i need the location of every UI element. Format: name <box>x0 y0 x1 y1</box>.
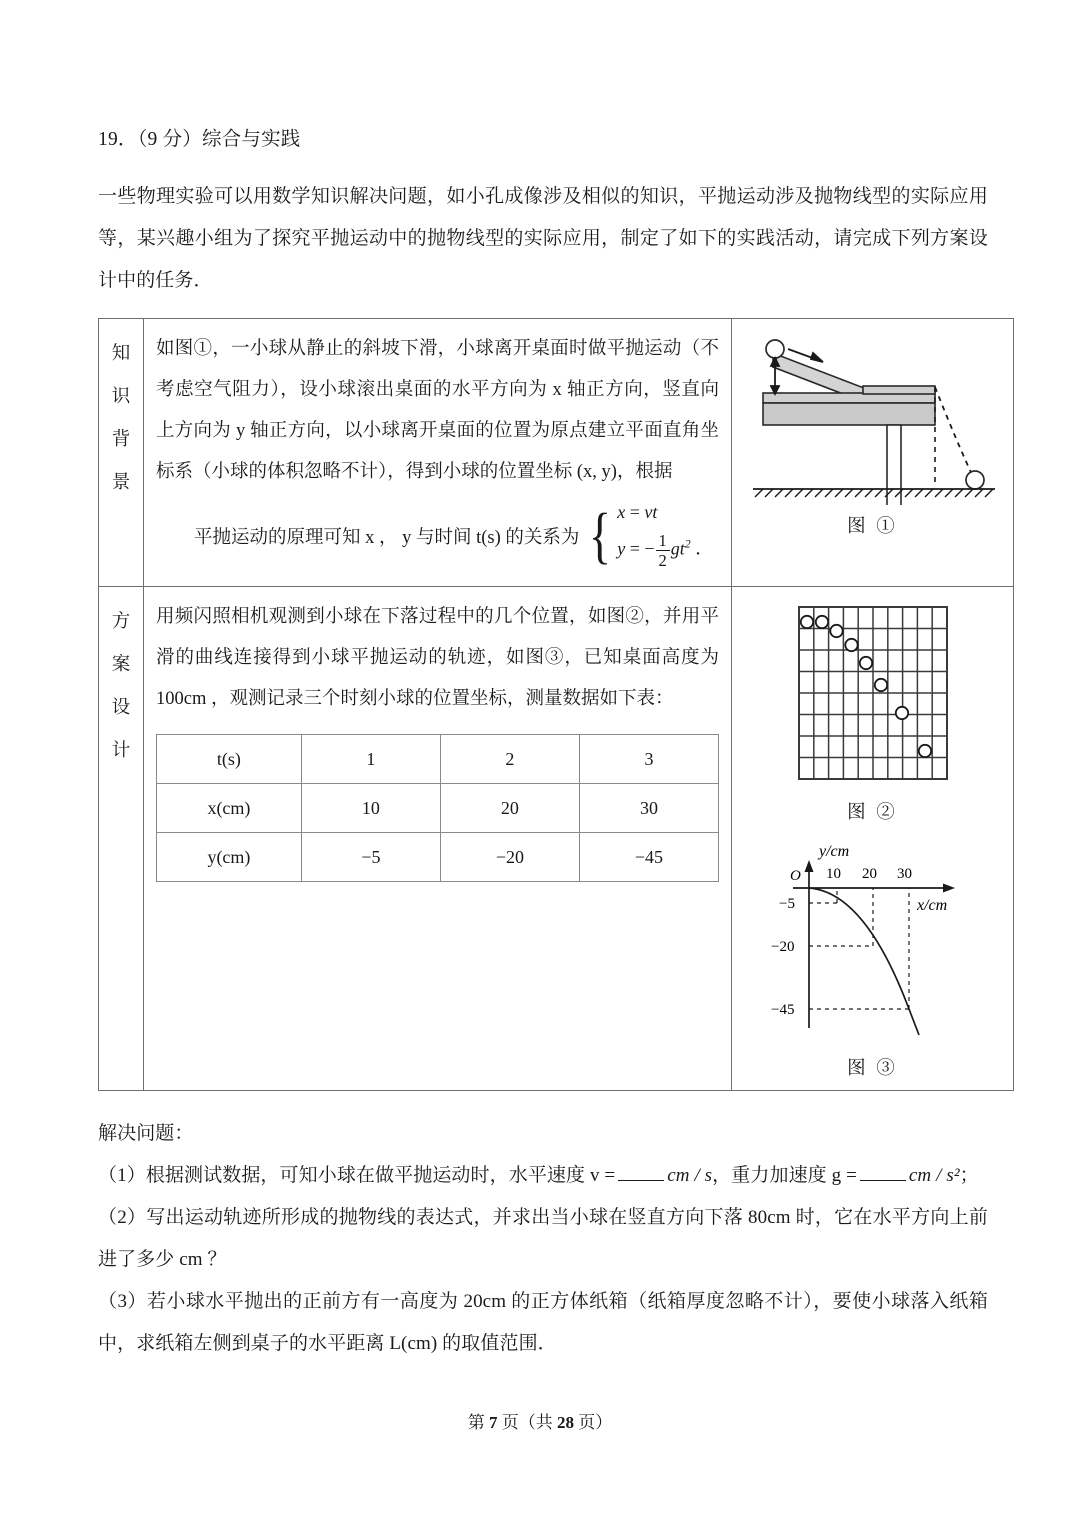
footer-middle: 页（共 <box>497 1413 557 1432</box>
strobe-ball <box>830 625 842 637</box>
row-label-plan <box>99 587 144 1091</box>
question-2-text: 写出运动轨迹所形成的抛物线的表达式，并求出当小球在竖直方向下落 80cm 时，它在水平方向上前进了多少 cm ？ <box>98 1207 988 1271</box>
x-tick-label: 20 <box>861 866 877 883</box>
y-tick-label: −45 <box>770 1002 794 1019</box>
formula-equation-x: x = vt <box>617 501 658 522</box>
row-label-char: 设 <box>111 698 131 719</box>
formula-equation-y: y = − $\frac{1}{2}$ $gt^2$ ． <box>617 531 714 571</box>
parabola-curve <box>809 888 919 1035</box>
solve-heading: 解决问题： <box>98 1123 194 1145</box>
page-content <box>98 130 988 1365</box>
knowledge-body <box>144 318 732 587</box>
data-row-x <box>157 784 719 833</box>
figure-1-incline-table-svg <box>745 325 1000 505</box>
ball-landed-icon <box>966 471 984 489</box>
footer-prefix: 第 <box>467 1413 489 1432</box>
x-tick-label: 30 <box>896 866 912 883</box>
row-label-char: 背 <box>111 429 131 450</box>
figures-2-3-cell <box>732 587 1014 1091</box>
table-row-plan <box>99 587 1014 1091</box>
footer-total-pages: 28 <box>557 1413 574 1432</box>
solve-questions <box>98 1113 988 1365</box>
data-cell: 3 <box>579 735 718 784</box>
question-item-1 <box>98 1155 988 1197</box>
footer-current-page: 7 <box>489 1413 498 1432</box>
question-2-label: （2） <box>98 1207 147 1229</box>
question-1-text-a: 根据测试数据，可知小球在做平抛运动时，水平速度 v = <box>145 1165 616 1187</box>
data-row-t <box>157 735 719 784</box>
origin-label: O <box>789 868 801 885</box>
table-row-knowledge <box>99 318 1014 587</box>
data-cell: 2 <box>440 735 579 784</box>
row-label-char: 景 <box>111 472 131 493</box>
figure-1-caption: 图 ① <box>847 516 898 537</box>
data-cell: −5 <box>301 833 440 882</box>
formula-lead: 平抛运动的原理可知 x ， y 与时间 t(s) 的关系为 <box>194 528 580 549</box>
data-cell: 1 <box>301 735 440 784</box>
guide-lines <box>809 888 909 1009</box>
row-label-char: 知 <box>111 343 131 364</box>
data-cell: −20 <box>440 833 579 882</box>
strobe-ball <box>845 639 857 651</box>
y-tick-label: −20 <box>770 939 794 956</box>
knowledge-text: 如图①，一小球从静止的斜坡下滑，小球离开桌面时做平抛运动（不考虑空气阻力），设小球滚出桌面的水平方向为 x 轴正方向，竖直向上方向为 y 轴正方向，以小球离开桌面的位置为原点建立平面直角坐标系（小球的体积忽略不计），得到小球的位置坐标 (x, y)，根据 <box>156 338 719 482</box>
question-item-3 <box>98 1281 988 1365</box>
x-axis-label: x/cm <box>916 897 947 915</box>
footer-suffix: 页） <box>574 1413 613 1432</box>
left-brace-icon: { <box>589 501 612 570</box>
answer-blank-g[interactable] <box>860 1165 906 1181</box>
figure-2-caption: 图 ② <box>847 803 898 824</box>
figure-2-strobe-grid-svg <box>785 601 960 791</box>
question-3-text: 若小球水平抛出的正前方有一高度为 20cm 的正方体纸箱（纸箱厚度忽略不计），要使小球落入纸箱中，求纸箱左侧到桌子的水平距离 L(cm) 的取值范围． <box>98 1291 988 1355</box>
knowledge-plan-table <box>98 318 1014 1092</box>
projectile-path <box>935 387 973 477</box>
strobe-ball <box>919 745 931 757</box>
question-1-label: （1） <box>98 1165 146 1187</box>
answer-blank-v[interactable] <box>618 1165 664 1181</box>
measurement-data-table <box>156 734 719 882</box>
row-label-knowledge <box>99 318 144 587</box>
x-tick-label: 10 <box>825 866 841 883</box>
formula-equations <box>617 503 713 571</box>
plan-body <box>144 587 732 1091</box>
question-1-unit-a: cm / s <box>667 1165 713 1187</box>
row-label-char: 计 <box>111 741 131 762</box>
question-heading: 19．（9 分）综合与实践 <box>98 129 301 150</box>
y-axis-label: y/cm <box>818 843 849 861</box>
figure-3-parabola-svg <box>763 832 983 1047</box>
figure-3-caption: 图 ③ <box>847 1059 898 1080</box>
row-label-char: 案 <box>111 655 131 676</box>
ball-on-incline-icon <box>766 340 784 358</box>
question-1-text-c: ； <box>959 1165 979 1187</box>
strobe-ball <box>860 657 872 669</box>
data-cell: 30 <box>579 784 718 833</box>
data-cell: 10 <box>301 784 440 833</box>
row-label-char: 识 <box>111 386 131 407</box>
question-item-2 <box>98 1197 988 1281</box>
data-cell: −45 <box>579 833 718 882</box>
formula-trailing-period: ． <box>695 538 714 559</box>
data-row-y <box>157 833 719 882</box>
page-footer <box>0 1408 1080 1433</box>
data-header-t: t(s) <box>157 735 302 784</box>
y-tick-label: −5 <box>778 896 795 913</box>
strobe-ball <box>801 616 813 628</box>
formula-system <box>194 503 719 571</box>
strobe-ball <box>875 679 887 691</box>
strobe-ball <box>896 707 908 719</box>
figure-1-cell <box>732 318 1014 587</box>
intro-paragraph: 一些物理实验可以用数学知识解决问题，如小孔成像涉及相似的知识，平抛运动涉及抛物线型的实际应用等，某兴趣小组为了探究平抛运动中的抛物线型的实际应用，制定了如下的实践活动，请完成下列方案设计中的任务． <box>98 185 988 291</box>
strobe-ball <box>816 616 828 628</box>
question-1-unit-b: cm / s² <box>908 1165 960 1187</box>
question-3-label: （3） <box>98 1291 147 1313</box>
data-cell: 20 <box>440 784 579 833</box>
data-header-x: x(cm) <box>157 784 302 833</box>
row-label-char: 方 <box>111 612 131 633</box>
plan-text: 用频闪照相机观测到小球在下落过程中的几个位置，如图②，并用平滑的曲线连接得到小球平抛运动的轨迹，如图③，已知桌面高度为 100cm ，观测记录三个时刻小球的位置坐标，测量数据如下表： <box>156 607 719 710</box>
data-header-y: y(cm) <box>157 833 302 882</box>
question-1-text-b: ，重力加速度 g = <box>712 1165 857 1187</box>
